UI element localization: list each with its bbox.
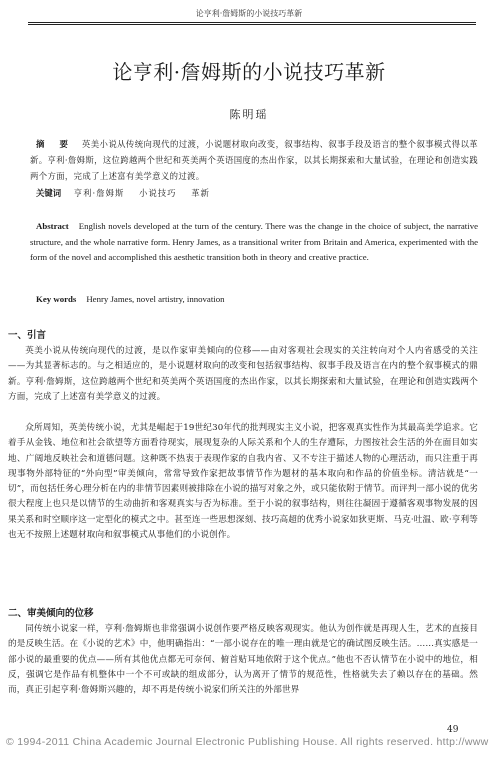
running-head: 论亨利·詹姆斯的小说技巧革新: [195, 9, 303, 18]
header-rule-thin: [28, 24, 476, 25]
copyright-footer: © 1994-2011 China Academic Journal Electronic Publishing House. All rights reserved. http://www: [6, 736, 489, 748]
english-abstract-label: Abstract: [36, 221, 69, 231]
header-rule: [28, 22, 476, 23]
section-heading-aesthetic-shift: 二、审美倾向的位移: [8, 608, 94, 619]
chinese-keyword: 革新: [191, 188, 210, 198]
page-number: 49: [447, 725, 459, 735]
chinese-keyword: 小说技巧: [139, 188, 177, 198]
chinese-keywords: [36, 187, 478, 199]
chinese-abstract-text: 英美小说从传统向现代的过渡，小说题材取向改变，叙事结构、叙事手段及语言的整个叙事模式得以革新。亨利·詹姆斯，这位跨越两个世纪和英美两个英语国度的杰出作家，以其长期探索和大量试验，在理论和创造实践两个方面，完成了上述富有美学意义的过渡。: [30, 139, 478, 181]
english-keywords: [36, 294, 478, 304]
english-abstract: [30, 219, 478, 266]
english-keywords-text: Henry James, novel artistry, innovation: [86, 294, 225, 304]
chinese-keywords-label: 关键词: [36, 188, 62, 198]
article-title: 论亨利·詹姆斯的小说技巧革新: [112, 60, 386, 84]
section-heading-introduction: 一、引言: [8, 330, 47, 341]
english-abstract-text: English novels developed at the turn of the century. There was the change in the choice of subject, the narrative structure, and the whole narrative form. Henry James, as a transitional writer from Britain and America, experimented with the form of the novel and accomplished this aesthetic transition both in theory and creative practice.: [30, 221, 478, 263]
chinese-keyword: 亨利·詹姆斯: [73, 188, 125, 198]
english-keywords-label: Key words: [36, 294, 77, 304]
body-paragraph: 众所周知，英美传统小说，尤其是崛起于19世纪30年代的批判现实主义小说，把客观真实性作为其最高美学追求。它着手从金钱、地位和社会欲望等方面看待现实，展现复杂的人际关系和个人的生存遭际，力图按社会生活的外在面目如实地、广阔地反映社会和道德问题。这种既不热衷于表现作家的自我内省、又不专注于描述人物的心理活动，而只注重于再现事物外部特征的“外向型”审美倾向，常常导致作家把故事情节作为题材的基本取向和作品的价值坐标。清洁就是“一切”，而包括任务心理分析在内的非情节因素则被排除在小说的描写对象之外，或只能依附于情节。而评判一部小说的优劣很大程度上也只是以情节的生动曲折和客观真实与否为标准。至于小说的叙事结构，则往往凝固于遵循客观事物发展的因果关系和时空顺序这一定型化的模式之中。甚至连一些思想深刻、技巧高超的优秀小说家如狄更斯、马克·吐温、欧·亨利等也无不按照上述题材取向和叙事模式从事他们的小说创作。: [8, 423, 478, 541]
chinese-abstract-label: 摘 要: [36, 139, 74, 149]
author-name: 陈明瑶: [229, 108, 269, 121]
body-paragraph: 同传统小说家一样，亨利·詹姆斯也非常强调小说创作要严格反映客观现实。他认为创作就是再现人生，艺术的直接目的是反映生活。在《小说的艺术》中，他明确指出：“一部小说存在的唯一理由就是它的确试图反映生活。……真实感是一部小说的最重要的优点——所有其他优点都无可奈何、俯首贴耳地依附于这个优点。”他也不否认情节在小说中的地位，相反，强调它是作品有机整体中一个不可或缺的组成部分，认为离开了情节的规范性，性格就失去了赖以存在的基础。然而，真正引起亨利·詹姆斯兴趣的，却不再是传统小说家们所关注的外部世界: [8, 624, 478, 696]
body-paragraph: 英美小说从传统向现代的过渡，是以作家审美倾向的位移——由对客观社会现实的关注转向对个人内省感受的关注——为其显著标志的。与之相适应的，是小说题材取向的改变和包括叙事结构、叙事手段及语言在内的整个叙事模式的鼎新。亨利·詹姆斯，这位跨越两个世纪和英美两个英语国度的杰出作家，以其长期探索和大量试验，在理论和创造实践两个方面，完成了上述富有美学意义的过渡。: [8, 346, 478, 402]
chinese-abstract: [30, 137, 478, 184]
